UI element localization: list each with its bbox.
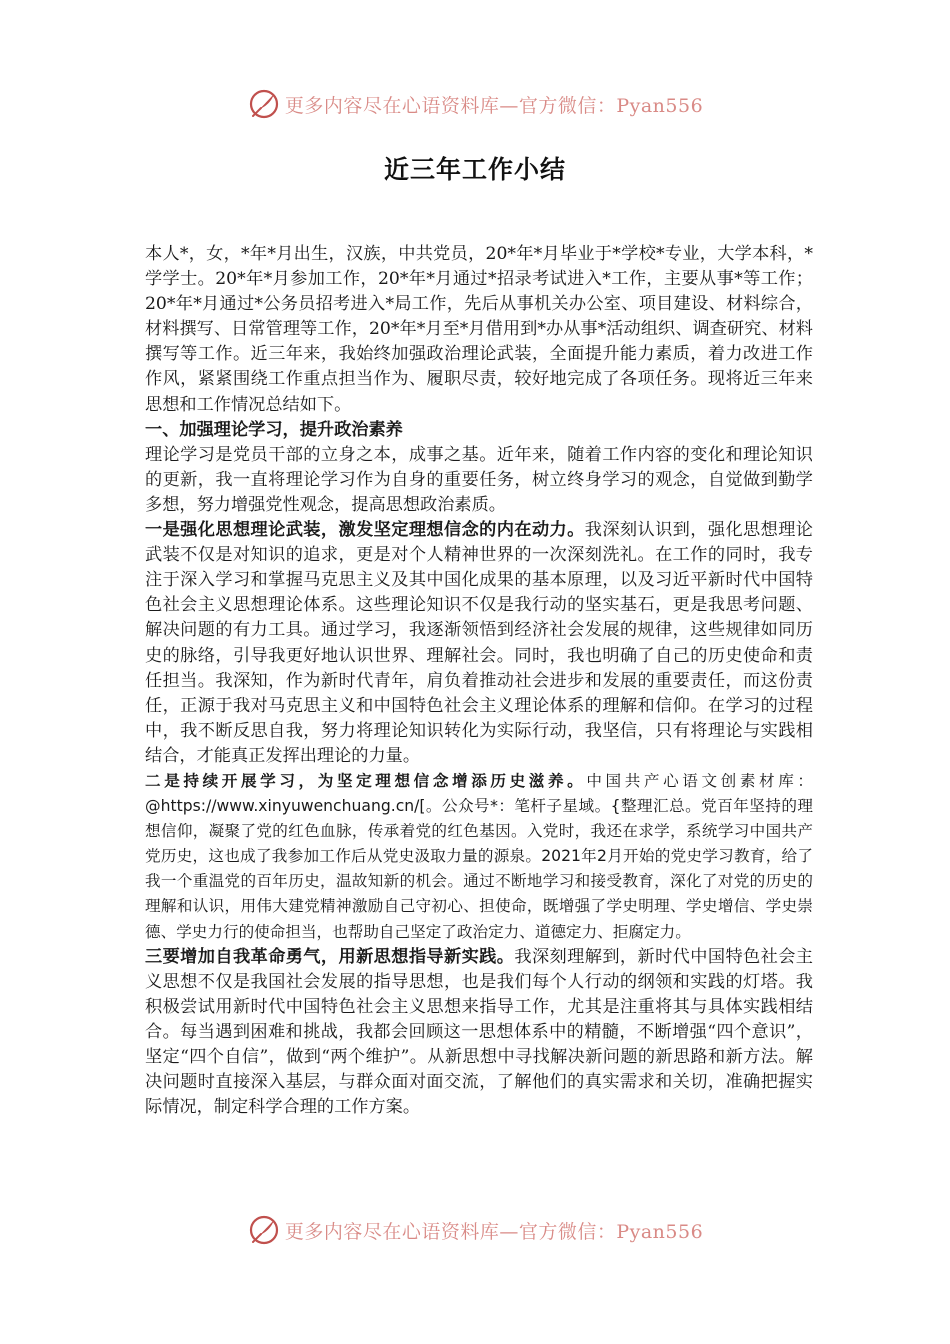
point-two-paragraph	[145, 769, 813, 945]
point-three-body: 我深刻理解到，新时代中国特色社会主义思想不仅是我国社会发展的指导思想，也是我们每个人行动的纲领和实践的灯塔。我积极尝试用新时代中国特色社会主义思想来指导工作，尤其是注重将其与具体实践相结合。每当遇到困难和挑战，我都会回顾这一思想体系中的精髓，不断增强“四个意识”，坚定“四个自信”，做到“两个维护”。从新思想中寻找解决新问题的新思路和新方法。解决问题时直接深入基层，与群众面对面交流，了解他们的真实需求和关切，准确把握实际情况，制定科学合理的工作方案。	[145, 946, 813, 1118]
point-one-paragraph	[145, 518, 813, 769]
section-heading: 一、加强理论学习，提升政治素养	[145, 419, 403, 440]
point-two-body: 中国共产心语文创素材库：@https://www.xinyuwenchuang.cn/[。公众号*：笔杆子星域。{整理汇总。党百年坚持的理想信仰，凝聚了党的红色血脉，传承着党的红色基因。入党时，我还在求学，系统学习中国共产党历史，这也成了我参加工作后从党史汲取力量的源泉。2021年2月开始的党史学习教育，给了我一个重温党的百年历史，温故知新的机会。通过不断地学习和接受教育，深化了对党的历史的理解和认识，用伟大建党精神激励自己守初心、担使命，既增强了学史明理、学史增信、学史崇德、学史力行的使命担当，也帮助自己坚定了政治定力、道德定力、拒腐定力。	[145, 771, 813, 941]
page-title: 近三年工作小结	[383, 155, 566, 184]
point-three-lead: 三要增加自我革命勇气，用新思想指导新实践。	[145, 946, 515, 967]
point-one-lead: 一是强化思想理论武装，激发坚定理想信念的内在动力。	[145, 520, 585, 541]
watermark-text: 更多内容尽在心语资料库—官方微信：Pyan556	[284, 94, 704, 117]
quill-logo-icon	[247, 87, 281, 121]
point-one-body: 我深刻认识到，强化思想理论武装不仅是对知识的追求，更是对个人精神世界的一次深刻洗礼。在工作的同时，我专注于深入学习和掌握马克思主义及其中国化成果的基本原理，以及习近平新时代中国特色社会主义思想理论体系。这些理论知识不仅是我行动的坚实基石，更是我思考问题、解决问题的有力工具。通过学习，我逐渐领悟到经济社会发展的规律，这些规律如同历史的脉络，引导我更好地认识世界、理解社会。同时，我也明确了自己的历史使命和责任担当。我深知，作为新时代青年，肩负着推动社会进步和发展的重要责任，而这份责任，正源于我对马克思主义和中国特色社会主义理论体系的理解和信仰。在学习的过程中，我不断反思自我，努力将理论知识转化为实际行动，我坚信，只有将理论与实践相结合，才能真正发挥出理论的力量。	[145, 520, 813, 766]
quill-logo-icon	[247, 1213, 281, 1247]
section-paragraph: 理论学习是党员干部的立身之本，成事之基。近年来，随着工作内容的变化和理论知识的更新，我一直将理论学习作为自身的重要任务，树立终身学习的观念，自觉做到勤学多想，努力增强党性观念，提高思想政治素质。	[145, 444, 813, 515]
point-three-paragraph	[145, 945, 813, 1121]
point-two-lead: 二是持续开展学习，为坚定理想信念增添历史滋养。	[145, 771, 587, 790]
footer-watermark-banner	[0, 1210, 950, 1250]
intro-paragraph: 本人*，女，*年*月出生，汉族，中共党员，20*年*月毕业于*学校*专业，大学本科，*学学士。20*年*月参加工作，20*年*月通过*招录考试进入*工作，主要从事*等工作；20*年*月通过*公务员招考进入*局工作，先后从事机关办公室、项目建设、材料综合，材料撰写、日常管理等工作，20*年*月至*月借用到*办从事*活动组织、调查研究、材料撰写等工作。近三年来，我始终加强政治理论武装，全面提升能力素质，着力改进工作作风，紧紧围绕工作重点担当作为、履职尽责，较好地完成了各项任务。现将近三年来思想和工作情况总结如下。	[145, 244, 813, 415]
watermark-text: 更多内容尽在心语资料库—官方微信：Pyan556	[284, 1220, 704, 1243]
header-watermark-banner	[0, 84, 950, 124]
document-body	[145, 242, 813, 1120]
